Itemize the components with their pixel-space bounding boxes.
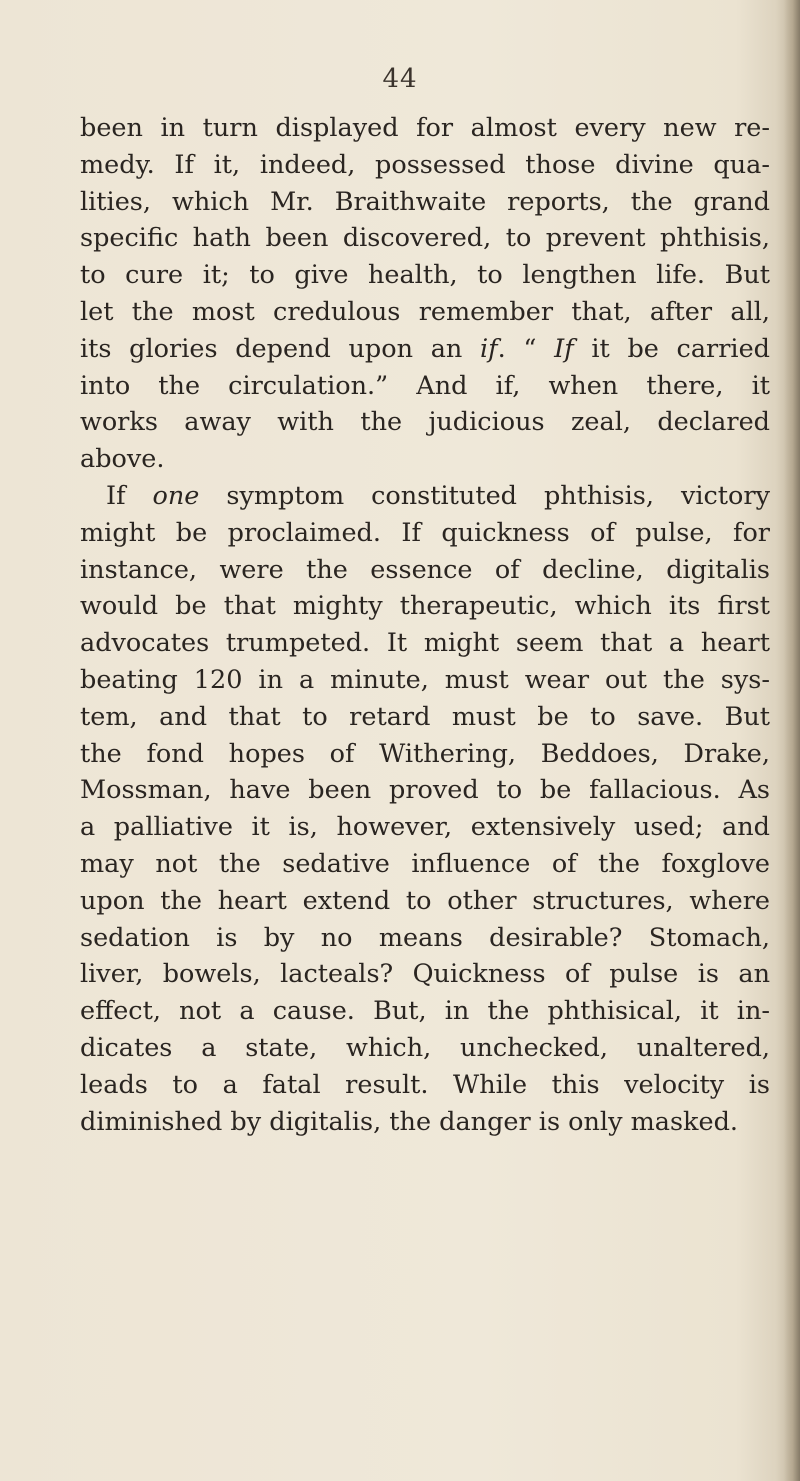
text-line: specific hath been discovered, to prevent phthisis, — [80, 223, 770, 254]
text-line: advocates trumpeted. It might seem that a heart — [80, 628, 770, 659]
text-line: Mossman, have been proved to be fallacious. As — [80, 775, 770, 806]
text-line: might be proclaimed. If quickness of pulse, for — [80, 517, 770, 548]
text-line: let the most credulous remember that, after all, — [80, 296, 770, 327]
text-line: beating 120 in a minute, must wear out the sys- — [80, 664, 770, 695]
text-line: diminished by digitalis, the danger is only masked. — [80, 1106, 739, 1137]
text-line: would be that mighty therapeutic, which its first — [80, 591, 770, 622]
text-fragment: it be carried — [573, 333, 770, 364]
text-line: leads to a fatal result. While this velocity is — [80, 1069, 770, 1100]
text-line: instance, were the essence of decline, digitalis — [80, 554, 770, 585]
text-line: the fond hopes of Withering, Beddoes, Drake, — [80, 738, 770, 769]
italic-word: if — [480, 333, 498, 364]
italic-word: If — [554, 333, 574, 364]
text-line: may not the sedative influence of the foxglove — [80, 848, 770, 879]
text-line: into the circulation.” And if, when there, it — [80, 370, 770, 401]
text-line: been in turn displayed for almost every new re- — [80, 113, 770, 143]
text-line: liver, bowels, lacteals? Quickness of pulse is an — [80, 959, 770, 990]
page-edge-shadow — [784, 0, 800, 1481]
text-fragment: its glories depend upon an — [80, 333, 481, 364]
text-line: works away with the judicious zeal, declared — [80, 407, 770, 438]
text-line: effect, not a cause. But, in the phthisical, it in- — [80, 996, 770, 1027]
text-line: to cure it; to give health, to lengthen life. But — [80, 260, 770, 291]
text-line: upon the heart extend to other structures, where — [80, 885, 770, 916]
italic-word: one — [152, 480, 200, 511]
text-line-with-italics — [80, 331, 770, 368]
body-text — [80, 110, 770, 1140]
text-fragment: If — [106, 480, 153, 511]
text-line: medy. If it, indeed, possessed those divine qua- — [80, 149, 770, 180]
text-line: above. — [80, 444, 165, 475]
text-line: lities, which Mr. Braithwaite reports, the grand — [80, 186, 770, 217]
text-line: dicates a state, which, unchecked, unaltered, — [80, 1032, 770, 1063]
paragraph-start-line — [80, 478, 770, 515]
text-fragment: . “ — [497, 333, 555, 364]
text-line: sedation is by no means desirable? Stomach, — [80, 922, 770, 953]
text-line: a palliative it is, however, extensively used; and — [80, 812, 770, 843]
page-number: 44 — [382, 64, 418, 94]
text-fragment: symptom constituted phthisis, victory — [199, 480, 770, 511]
text-line: tem, and that to retard must be to save. But — [80, 701, 770, 732]
